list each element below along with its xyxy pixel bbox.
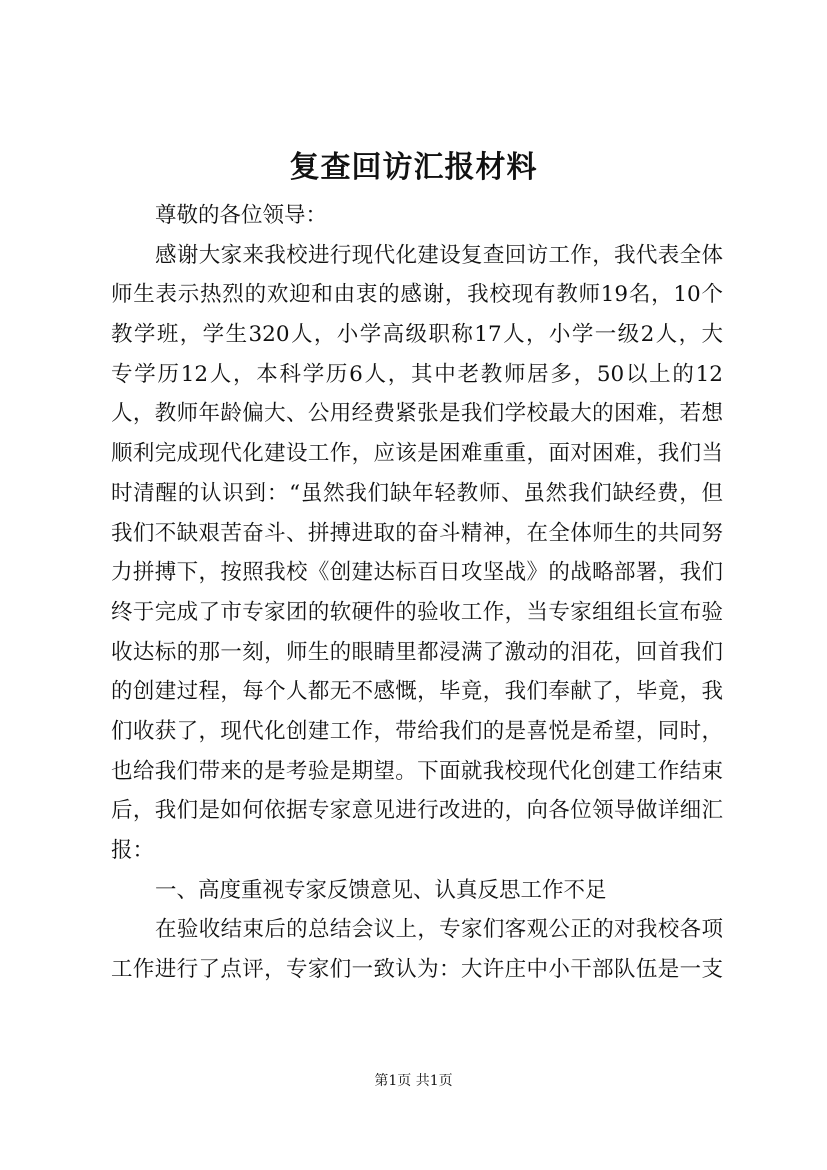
text-line: 师生表示热烈的欢迎和由衷的感谢，我校现有教师19名，10个 bbox=[111, 282, 723, 308]
text-line: 教学班，学生320人，小学高级职称17人，小学一级2人，大 bbox=[111, 322, 723, 348]
page-footer: 第1页 共1页 bbox=[374, 1073, 453, 1089]
text-line: 一、高度重视专家反馈意见、认真反思工作不足 bbox=[155, 877, 607, 903]
text-line: 们收获了，现代化创建工作，带给我们的是喜悦是希望，同时， bbox=[111, 718, 723, 744]
text-line: 人，教师年龄偏大、公用经费紧张是我们学校最大的困难，若想 bbox=[111, 401, 723, 427]
text-line: 力拼搏下，按照我校《创建达标百日攻坚战》的战略部署，我们 bbox=[111, 560, 723, 586]
text-line: 顺利完成现代化建设工作，应该是困难重重，面对困难，我们当 bbox=[111, 441, 723, 467]
text-line: 收达标的那一刻，师生的眼睛里都浸满了激动的泪花，回首我们 bbox=[111, 639, 723, 665]
text-line: 工作进行了点评，专家们一致认为：大许庄中小干部队伍是一支 bbox=[111, 957, 723, 983]
text-line: 尊敬的各位领导： bbox=[155, 203, 328, 228]
text-line: 我们不缺艰苦奋斗、拼搏进取的奋斗精神，在全体师生的共同努 bbox=[111, 520, 723, 546]
document-title: 复查回访汇报材料 bbox=[289, 150, 538, 185]
text-line: 也给我们带来的是考验是期望。下面就我校现代化创建工作结束 bbox=[111, 758, 723, 784]
text-line: 时清醒的认识到：“虽然我们缺年轻教师、虽然我们缺经费，但 bbox=[111, 480, 723, 506]
document-body bbox=[111, 196, 723, 990]
text-line: 后，我们是如何依据专家意见进行改进的，向各位领导做详细汇 bbox=[111, 798, 723, 824]
text-line: 的创建过程，每个人都无不感慨，毕竟，我们奉献了，毕竟，我 bbox=[111, 679, 723, 705]
text-line: 专学历12人，本科学历6人，其中老教师居多，50以上的12 bbox=[111, 361, 723, 387]
text-line: 感谢大家来我校进行现代化建设复查回访工作，我代表全体 bbox=[155, 242, 723, 268]
text-line: 终于完成了市专家团的软硬件的验收工作，当专家组组长宣布验 bbox=[111, 599, 723, 625]
text-line: 报： bbox=[111, 838, 155, 863]
text-line: 在验收结束后的总结会议上，专家们客观公正的对我校各项 bbox=[155, 917, 723, 943]
